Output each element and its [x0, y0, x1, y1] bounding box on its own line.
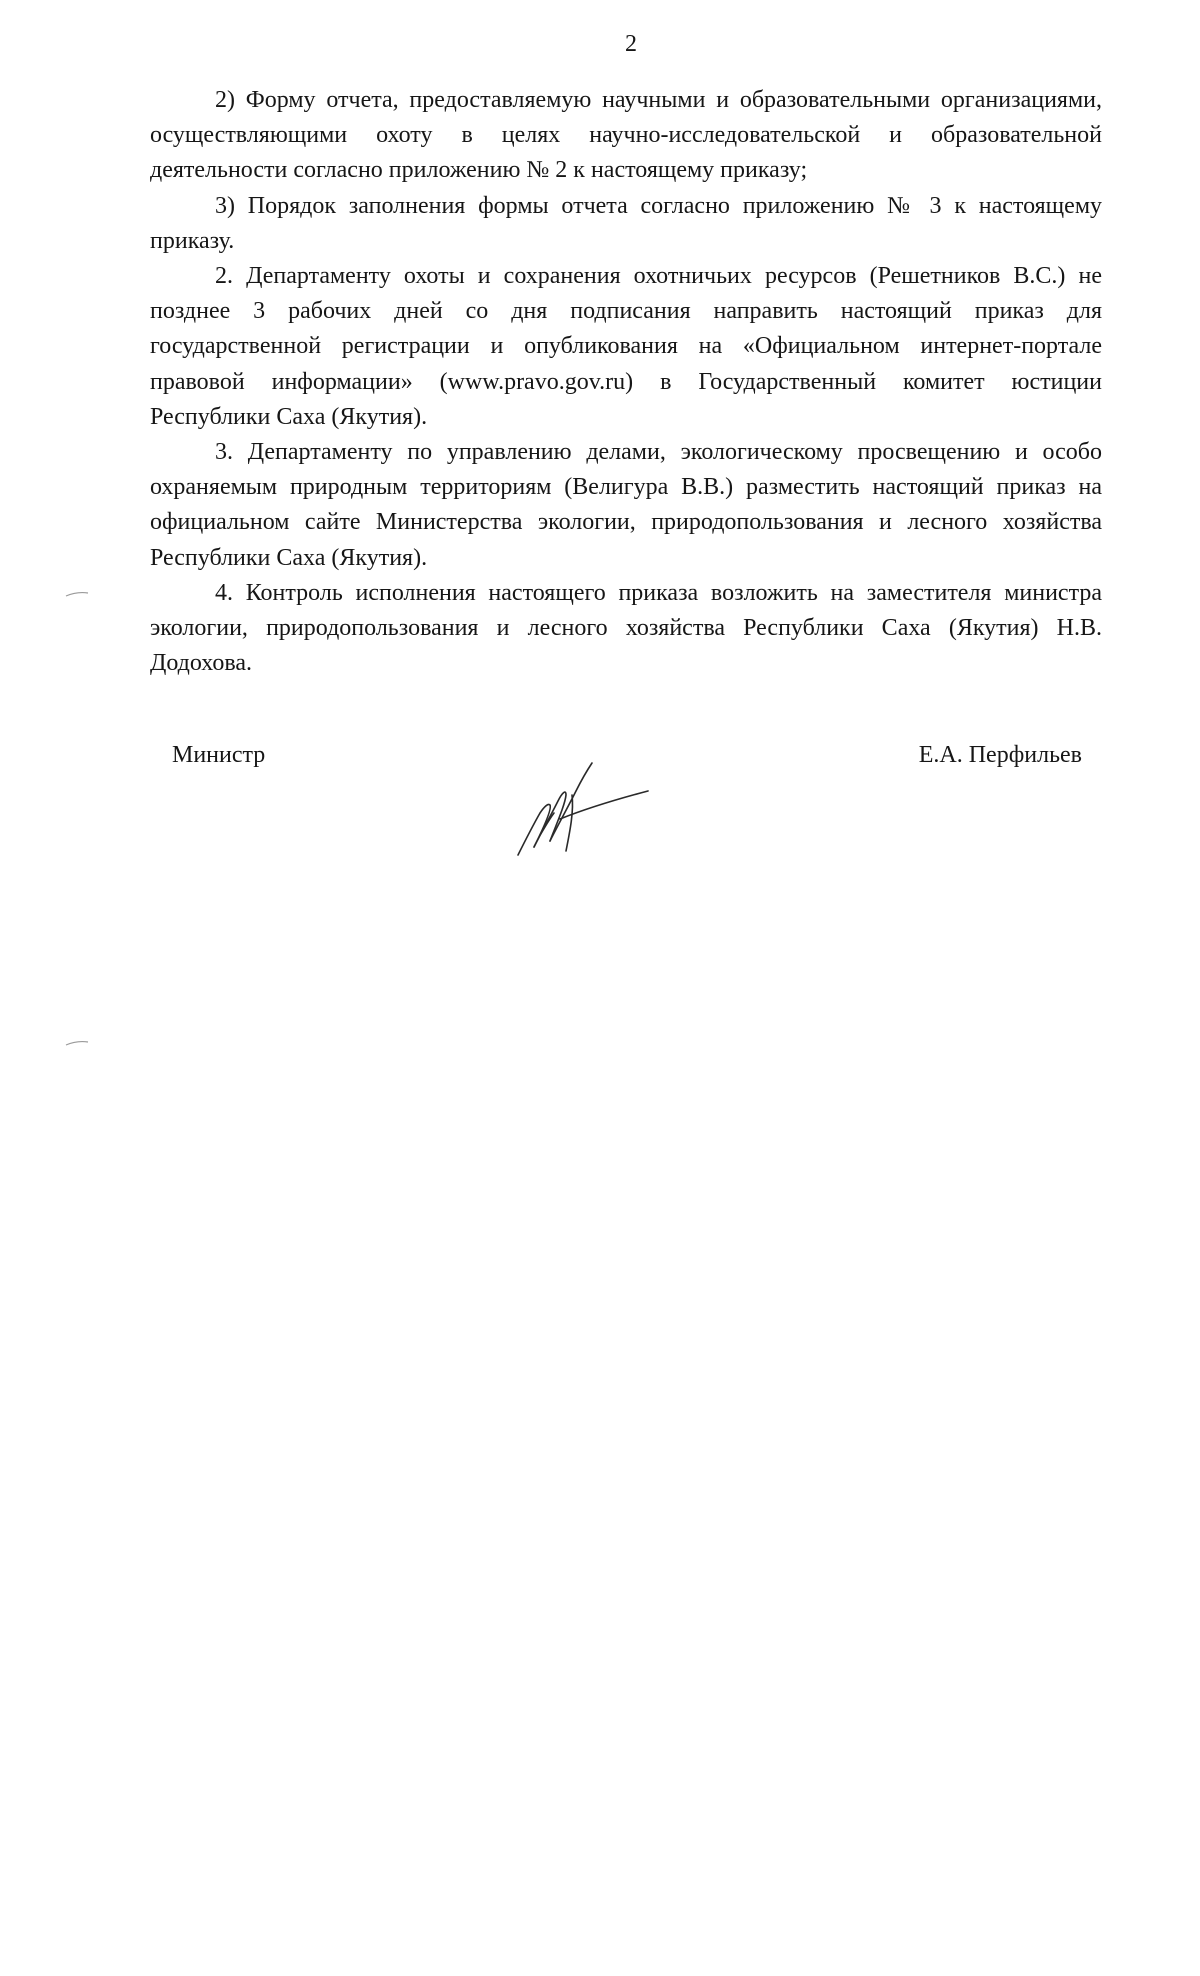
- document-body: [150, 83, 1102, 681]
- paragraph-control: 4. Контроль исполнения настоящего приказа возложить на заместителя министра экологии, природопользования и лесного хозяйства Республики Саха (Якутия) Н.В. Додохова.: [150, 579, 1102, 677]
- signatory-name: Е.А. Перфильев: [918, 742, 1082, 768]
- paragraph-publication: 3. Департаменту по управлению делами, экологическому просвещению и особо охраняемым природным территориям (Велигура В.В.) разместить настоящий приказ на официальном сайте Министерства экологии, природопользования и лесного хозяйства Республики Саха (Якутия).: [150, 439, 1102, 571]
- handwritten-signature: [510, 755, 670, 865]
- margin-mark: [65, 591, 89, 597]
- margin-mark: [65, 1040, 89, 1046]
- page-number: 2: [625, 31, 637, 57]
- paragraph-fill-order: 3) Порядок заполнения формы отчета согласно приложению № 3 к настоящему приказу.: [150, 192, 1102, 254]
- paragraph-form-report: 2) Форму отчета, предоставляемую научными и образовательными организациями, осуществляющими охоту в целях научно-исследовательской и образовательной деятельности согласно приложению № 2 к настоящему приказу;: [150, 87, 1102, 184]
- paragraph-registration: 2. Департаменту охоты и сохранения охотничьих ресурсов (Решетников В.С.) не позднее 3 рабочих дней со дня подписания направить настоящий приказ для государственной регистрации и опубликования на «Официальном интернет-портале правовой информации» (www.pravo.gov.ru) в Государственный комитет юстиции Республики Саха (Якутия).: [150, 263, 1102, 430]
- signatory-title: Министр: [172, 742, 266, 768]
